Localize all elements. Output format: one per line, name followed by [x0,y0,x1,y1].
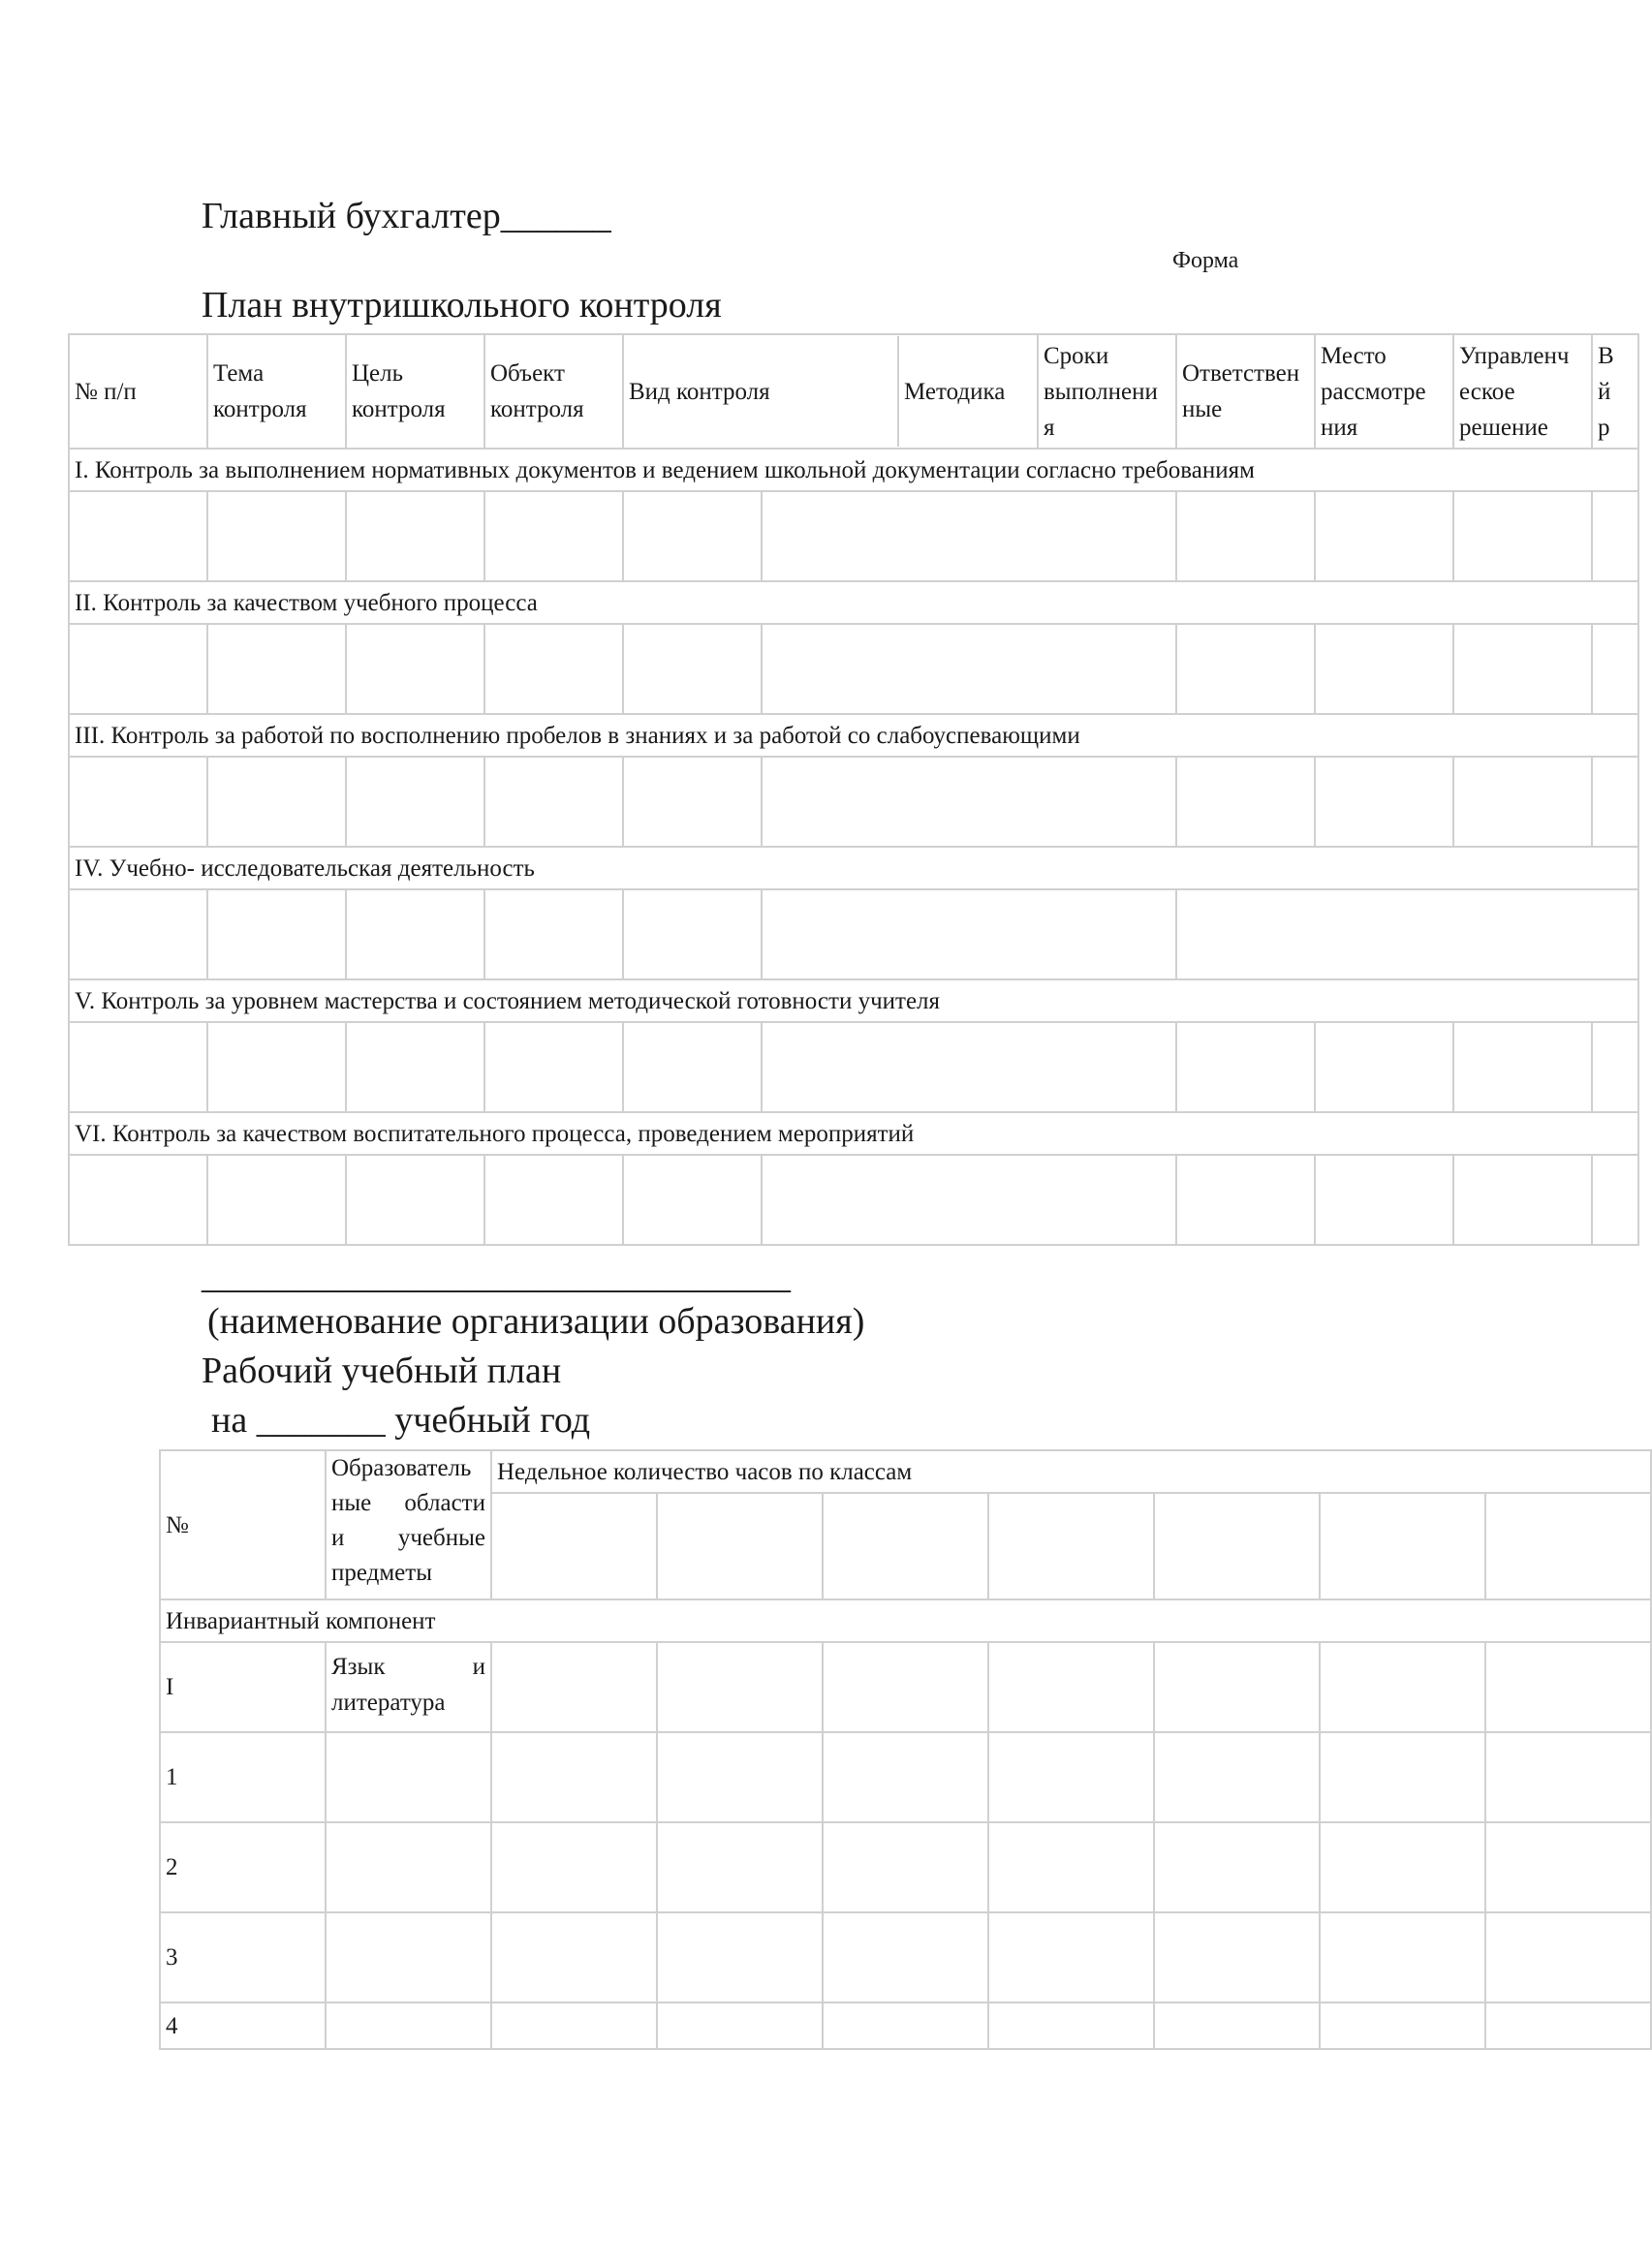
header-extra: В й р [1592,334,1638,449]
table-row [69,624,1638,714]
row-num: 2 [160,1822,326,1912]
header-goal: Цель контроля [346,334,484,449]
table-row [69,757,1638,847]
col-areas-header: Образователь ные области и учебные предметы [326,1450,491,1599]
curriculum-title: Рабочий учебный план [202,1350,562,1391]
row-num: 4 [160,2002,326,2049]
header-deadlines: Сроки выполнени я [1038,334,1176,449]
header-row [69,334,1638,449]
row-num: 1 [160,1732,326,1822]
col-num-header: № [160,1450,326,1599]
section-title-6: VI. Контроль за качеством воспитательного процесса, проведением мероприятий [69,1112,1638,1155]
header-topic: Тема контроля [207,334,346,449]
table-row [69,889,1638,979]
header-decision: Управленч еское решение [1453,334,1592,449]
invariant-component-row: Инвариантный компонент [160,1599,1651,1642]
organization-line: ________________________________ [202,1256,791,1296]
header-method: Методика [897,336,1005,447]
table-row [160,1642,1651,1732]
section-title-2: II. Контроль за качеством учебного процесса [69,581,1638,624]
table-row [160,1732,1651,1822]
col-hours-header: Недельное количество часов по классам [491,1450,1651,1493]
header-type: Вид контроля [629,378,770,405]
table-row [160,2002,1651,2049]
table-row [160,1912,1651,2002]
academic-year-line: на _______ учебный год [211,1400,591,1441]
table-row [69,491,1638,581]
section-title-3: III. Контроль за работой по восполнению пробелов в знаниях и за работой со слабоуспевающими [69,714,1638,757]
form-label: Форма [1172,248,1239,273]
chief-accountant-line: Главный бухгалтер______ [202,196,611,236]
curriculum-table [159,1449,1652,2050]
header-num: № п/п [69,334,207,449]
table-row [160,1822,1651,1912]
section-title-1: I. Контроль за выполнением нормативных документов и ведением школьной документации согласно требованиям [69,449,1638,491]
header-type-method [623,334,1038,449]
control-plan-table [68,333,1639,1246]
row-num: I [160,1642,326,1732]
table-row [69,1155,1638,1245]
section-title-4: IV. Учебно- исследовательская деятельность [69,847,1638,889]
header-object: Объект контроля [484,334,623,449]
header-responsible: Ответствен ные [1176,334,1315,449]
header-venue: Место рассмотре ния [1315,334,1453,449]
organization-caption: (наименование организации образования) [207,1301,865,1342]
row-subject: Язык и литература [326,1642,491,1732]
table-row [69,1022,1638,1112]
plan-title: План внутришкольного контроля [202,285,722,326]
row-num: 3 [160,1912,326,2002]
section-title-5: V. Контроль за уровнем мастерства и состоянием методической готовности учителя [69,979,1638,1022]
